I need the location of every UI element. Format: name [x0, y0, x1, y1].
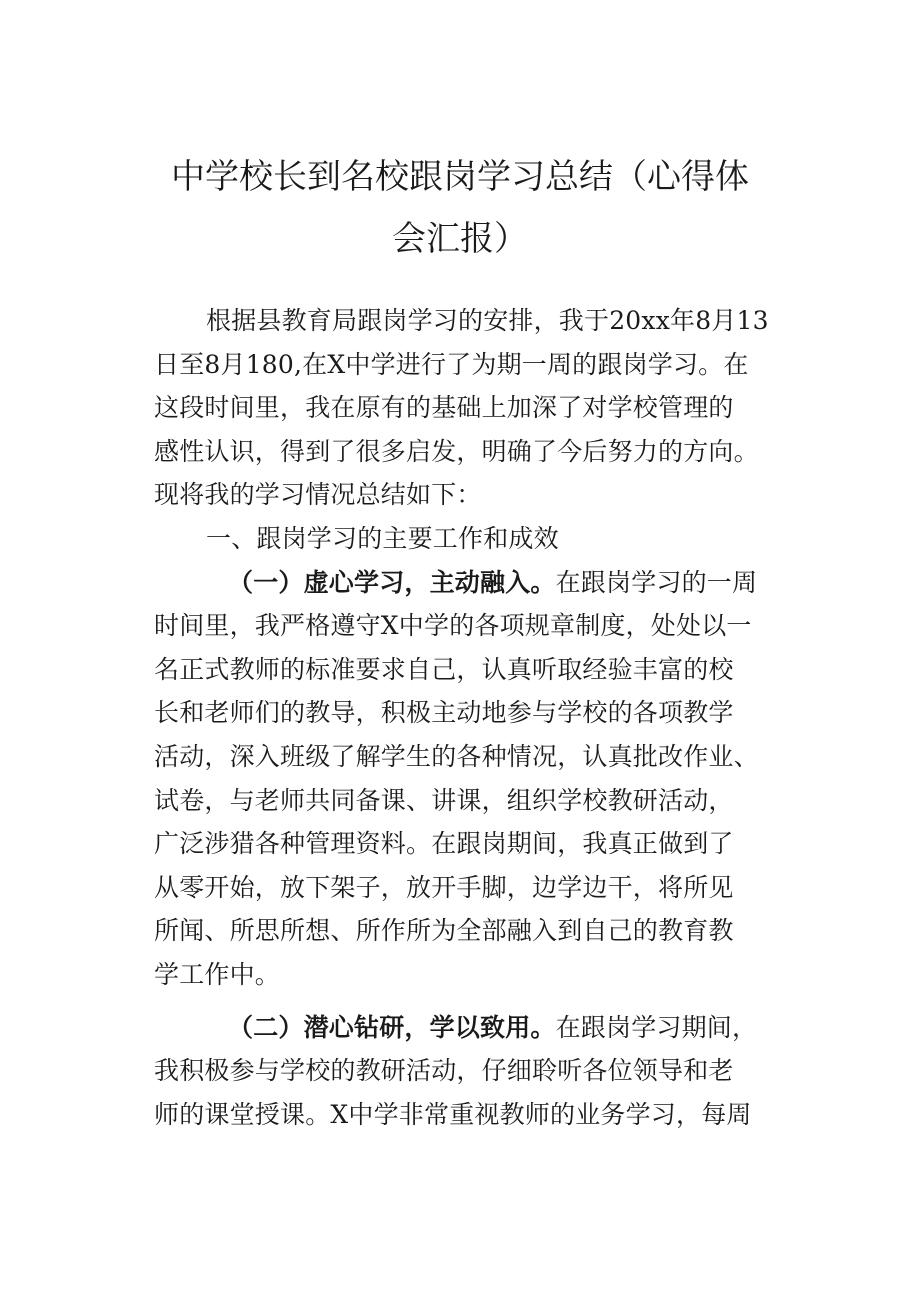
paragraph-1-line-4: 感性认识，得到了很多启发，明确了今后努力的方向。	[154, 436, 759, 466]
subsection-2-title: （二）潜心钻研，学以致用。	[228, 1012, 556, 1042]
subsection-1-first-text: 在跟岗学习的一周	[555, 567, 758, 597]
section-1-heading: 一、跟岗学习的主要工作和成效	[206, 523, 559, 553]
document-title	[150, 151, 770, 265]
subsection-1-first-line	[154, 561, 774, 605]
paragraph-1-line-2: 日至8月180,在X中学进行了为期一周的跟岗学习。在	[154, 349, 749, 379]
subsection-1-line: 从零开始，放下架子，放开手脚，边学边干，将所见	[154, 872, 734, 902]
paragraph-1-line-3: 这段时间里，我在原有的基础上加深了对学校管理的	[154, 393, 734, 423]
paragraph-1-line-5: 现将我的学习情况总结如下：	[154, 480, 482, 510]
subsection-1-line: 活动，深入班级了解学生的各种情况，认真批改作业、	[154, 741, 759, 771]
subsection-1-line: 试卷，与老师共同备课、讲课，组织学校教研活动，	[154, 785, 734, 815]
paragraph-1-line-1: 根据县教育局跟岗学习的安排，我于20xx年8月13	[206, 306, 769, 335]
subsection-1-line: 广泛涉猎各种管理资料。在跟岗期间，我真正做到了	[154, 829, 734, 859]
title-line-2: 会汇报）	[392, 219, 528, 259]
subsection-2-line: 我积极参与学校的教研活动，仔细聆听各位领导和老	[154, 1056, 734, 1086]
subsection-1-line: 所闻、所思所想、所作所为全部融入到自己的教育教	[154, 916, 734, 946]
document-body	[154, 299, 774, 1136]
subsection-2-line: 师的课堂授课。X中学非常重视教师的业务学习，每周	[154, 1099, 752, 1129]
subsection-2-first-text: 在跟岗学习期间，	[555, 1012, 758, 1042]
subsection-1-line: 名正式教师的标准要求自己，认真听取经验丰富的校	[154, 654, 734, 684]
subsection-2-first-line	[154, 1006, 774, 1050]
subsection-1-title: （一）虚心学习，主动融入。	[228, 567, 556, 597]
subsection-1-line: 时间里，我严格遵守X中学的各项规章制度，处处以一	[154, 611, 752, 641]
subsection-1-line: 学工作中。	[154, 959, 281, 989]
subsection-1-line: 长和老师们的教导，积极主动地参与学校的各项教学	[154, 698, 734, 728]
title-line-1: 中学校长到名校跟岗学习总结（心得体	[171, 157, 749, 197]
